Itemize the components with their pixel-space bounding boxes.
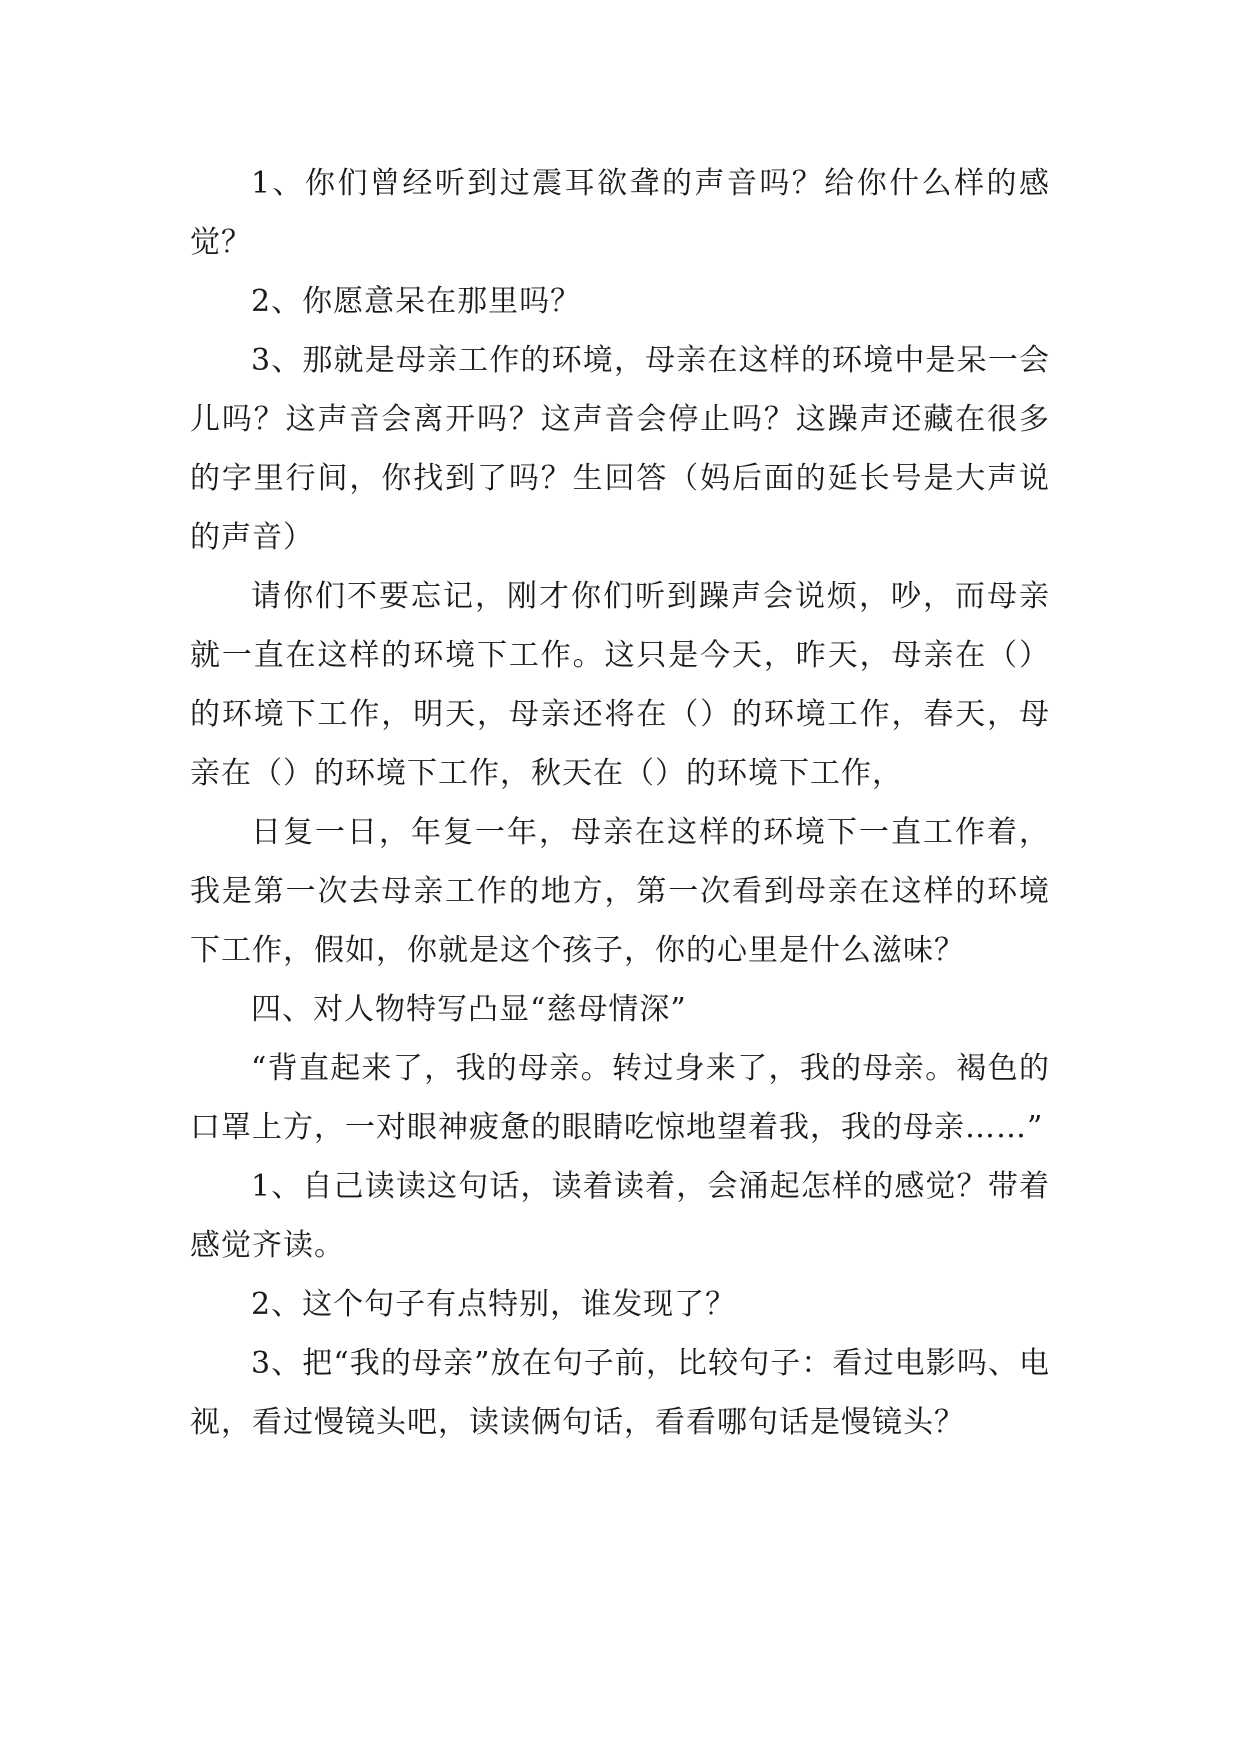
paragraph-read-question-1: 1、自己读读这句话，读着读着，会涌起怎样的感觉？带着感觉齐读。 xyxy=(190,1169,1050,1263)
paragraph-read-question-2: 2、这个句子有点特别，谁发现了？ xyxy=(251,1287,737,1322)
document-body xyxy=(190,154,1050,1452)
paragraph-question-3: 3、那就是母亲工作的环境，母亲在这样的环境中是呆一会儿吗？这声音会离开吗？这声音会停止吗？这躁声还藏在很多的字里行间，你找到了吗？生回答（妈后面的延长号是大声说的声音） xyxy=(190,343,1050,555)
paragraph-noise-environment: 请你们不要忘记，刚才你们听到躁声会说烦，吵，而母亲就一直在这样的环境下工作。这只是今天，昨天，母亲在（）的环境下工作，明天，母亲还将在（）的环境工作，春天，母亲在（）的环境下工作，秋天在（）的环境下工作， xyxy=(190,579,1050,791)
paragraph-day-after-day: 日复一日，年复一年，母亲在这样的环境下一直工作着，我是第一次去母亲工作的地方，第一次看到母亲在这样的环境下工作，假如，你就是这个孩子，你的心里是什么滋味？ xyxy=(190,815,1050,968)
paragraph-question-2: 2、你愿意呆在那里吗？ xyxy=(251,284,582,319)
paragraph-read-question-3: 3、把“我的母亲”放在句子前，比较句子：看过电影吗、电视，看过慢镜头吧，读读俩句话，看看哪句话是慢镜头？ xyxy=(190,1346,1050,1440)
paragraph-quote: “背直起来了，我的母亲。转过身来了，我的母亲。褐色的口罩上方，一对眼神疲惫的眼睛吃惊地望着我，我的母亲……” xyxy=(190,1051,1050,1145)
section-heading-four: 四、对人物特写凸显“慈母情深” xyxy=(251,992,687,1027)
paragraph-question-1: 1、你们曾经听到过震耳欲聋的声音吗？给你什么样的感觉？ xyxy=(190,166,1050,260)
